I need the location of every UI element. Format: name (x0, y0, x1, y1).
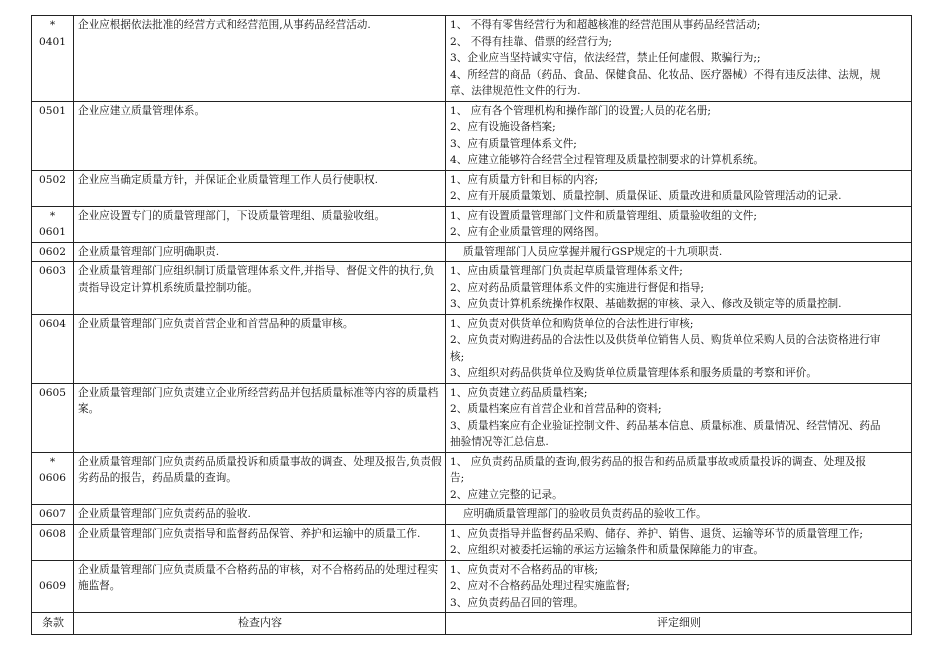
table-row (32, 262, 912, 315)
criteria-line: 2、应对不合格药品处理过程实施监督; (450, 580, 630, 592)
table-row (32, 242, 912, 262)
table-row (32, 206, 912, 242)
criteria-line: 应明确质量管理部门的验收员负责药品的验收工作。 (463, 508, 707, 520)
criteria-cell (446, 262, 912, 315)
clause-code: 0602 (39, 245, 66, 258)
criteria-line: 2、质量档案应有首营企业和首营品种的资料; (450, 403, 662, 415)
criteria-line: 1、应有质量方针和目标的内容; (450, 173, 599, 186)
criteria-cell (446, 383, 912, 452)
clause-code: 0601 (39, 226, 66, 238)
footer-criteria-header: 评定细则 (446, 613, 912, 635)
table-row (32, 383, 912, 452)
criteria-line: 3、应负责药品召回的管理。 (450, 596, 584, 609)
clause-code-cell (32, 170, 74, 206)
check-content-cell: 企业应当确定质量方针，并保证企业质量管理工作人员行使职权. (74, 170, 446, 206)
criteria-line: 2、应有企业质量管理的网络图。 (450, 226, 606, 238)
clause-code-cell (32, 560, 74, 613)
inspection-table (31, 15, 912, 635)
clause-code: 0401 (39, 35, 66, 48)
criteria-cell (446, 206, 912, 242)
clause-code-cell (32, 16, 74, 102)
criteria-line: 3、应有质量管理体系文件; (450, 137, 577, 150)
clause-code-cell (32, 314, 74, 383)
key-item-star: * (49, 455, 56, 468)
criteria-cell (446, 170, 912, 206)
criteria-line: 1、应负责对供货单位和购货单位的合法性进行审核; (450, 317, 694, 330)
footer-clause-header: 条款 (32, 613, 74, 635)
clause-code-cell (32, 206, 74, 242)
criteria-cell (446, 505, 912, 525)
clause-code: 0607 (39, 508, 66, 520)
criteria-line: 1、 应有各个管理机构和操作部门的设置;人员的花名册; (450, 104, 711, 117)
criteria-line: 1、应负责指导并监督药品采购、储存、养护、销售、退货、运输等环节的质量管理工作; (450, 527, 863, 540)
clause-code: 0609 (39, 580, 66, 592)
criteria-line: 1、应由质量管理部门负责起草质量管理体系文件; (450, 265, 683, 277)
criteria-line: 3、应负责计算机系统操作权限、基础数据的审核、录入、修改及锁定等的质量控制. (450, 298, 842, 310)
clause-code-cell (32, 452, 74, 505)
check-content-cell: 企业应设置专门的质量管理部门，下设质量管理组、质量验收组。 (74, 206, 446, 242)
clause-code: 0608 (39, 527, 66, 540)
clause-code: 0606 (39, 472, 66, 484)
check-content-cell: 企业质量管理部门应负责药品的验收. (74, 505, 446, 525)
table-row (32, 524, 912, 560)
criteria-line: 3、质量档案应有企业验证控制文件、药品基本信息、质量标准、质量情况、经营情况、药品 (450, 419, 881, 432)
check-content-cell: 企业应根据依法批准的经营方式和经营范围,从事药品经营活动. (74, 16, 446, 102)
clause-code-cell (32, 262, 74, 315)
clause-code-cell (32, 505, 74, 525)
criteria-line: 1、应负责对不合格药品的审核; (450, 563, 599, 576)
key-item-star: * (49, 19, 56, 31)
criteria-line: 4、应建立能够符合经营全过程管理及质量控制要求的计算机系统。 (450, 154, 764, 166)
clause-code-cell (32, 242, 74, 262)
clause-code: 0501 (39, 104, 66, 117)
check-content-cell: 企业质量管理部门应负责质量不合格药品的审核，对不合格药品的处理过程实施监督。 (74, 560, 446, 613)
criteria-cell (446, 242, 912, 262)
criteria-line: 核; (450, 350, 465, 363)
check-content-cell: 企业质量管理部门应明确职责. (74, 242, 446, 262)
check-content-cell: 企业质量管理部门应负责首营企业和首营品种的质量审核。 (74, 314, 446, 383)
criteria-cell (446, 524, 912, 560)
table-footer-row (32, 613, 912, 635)
clause-code: 0603 (39, 265, 66, 277)
check-content-cell: 企业质量管理部门应组织制订质量管理体系文件,并指导、督促文件的执行,负责指导设定计算机系统质量控制功能。 (74, 262, 446, 315)
criteria-line: 1、应负责建立药品质量档案; (450, 386, 588, 399)
footer-content-header: 检查内容 (74, 613, 446, 635)
criteria-line: 抽验情况等汇总信息. (450, 436, 549, 448)
table-row (32, 560, 912, 613)
criteria-cell (446, 452, 912, 505)
clause-code: 0604 (39, 317, 66, 330)
clause-code: 0502 (39, 173, 66, 186)
criteria-line: 2、应有设施设备档案; (450, 121, 556, 133)
clause-code-cell (32, 383, 74, 452)
check-content-cell: 企业质量管理部门应负责药品质量投诉和质量事故的调查、处理及报告,负责假劣药品的报告，药品质量的查询。 (74, 452, 446, 505)
criteria-line: 4、所经营的商品（药品、食品、保健食品、化妆品、医疗器械）不得有违反法律、法规，规 (450, 68, 881, 81)
criteria-cell (446, 101, 912, 170)
table-row (32, 452, 912, 505)
table-row (32, 505, 912, 525)
check-content-cell: 企业质量管理部门应负责指导和监督药品保管、养护和运输中的质量工作. (74, 524, 446, 560)
criteria-cell (446, 560, 912, 613)
clause-code: 0605 (39, 386, 66, 399)
criteria-line: 3、应组织对药品供货单位及购货单位质量管理体系和服务质量的考察和评价。 (450, 367, 817, 379)
check-content-cell: 企业质量管理部门应负责建立企业所经营药品并包括质量标准等内容的质量档案。 (74, 383, 446, 452)
criteria-line: 2、 不得有挂靠、借票的经营行为; (450, 35, 613, 48)
criteria-line: 1、应有设置质量管理部门文件和质量管理组、质量验收组的文件; (450, 209, 757, 222)
criteria-line: 告; (450, 472, 465, 484)
key-item-star: * (49, 209, 56, 222)
criteria-line: 质量管理部门人员应掌握并履行GSP规定的十九项职责. (463, 245, 723, 258)
clause-code-cell (32, 524, 74, 560)
table-body (32, 16, 912, 613)
criteria-line: 2、应有开展质量策划、质量控制、质量保证、质量改进和质量风险管理活动的记录. (450, 190, 842, 202)
criteria-cell (446, 16, 912, 102)
check-content-cell: 企业应建立质量管理体系。 (74, 101, 446, 170)
criteria-line: 2、应负责对购进药品的合法性以及供货单位销售人员、购货单位采购人员的合法资格进行审 (450, 334, 881, 346)
criteria-cell (446, 314, 912, 383)
table-row (32, 314, 912, 383)
criteria-line: 2、应对药品质量管理体系文件的实施进行督促和指导; (450, 281, 704, 294)
table-row (32, 170, 912, 206)
table-row (32, 16, 912, 102)
criteria-line: 1、 应负责药品质量的查询,假劣药品的报告和药品质量事故或质量投诉的调查、处理及报 (450, 455, 867, 468)
table-row (32, 101, 912, 170)
criteria-line: 1、 不得有零售经营行为和超越核准的经营范围从事药品经营活动; (450, 19, 761, 31)
criteria-line: 3、企业应当坚持诚实守信，依法经营，禁止任何虚假、欺骗行为;; (450, 52, 761, 64)
criteria-line: 章、法律规范性文件的行为. (450, 85, 581, 97)
clause-code-cell (32, 101, 74, 170)
criteria-line: 2、应组织对被委托运输的承运方运输条件和质量保障能力的审查。 (450, 544, 764, 556)
criteria-line: 2、应建立完整的记录。 (450, 488, 563, 501)
